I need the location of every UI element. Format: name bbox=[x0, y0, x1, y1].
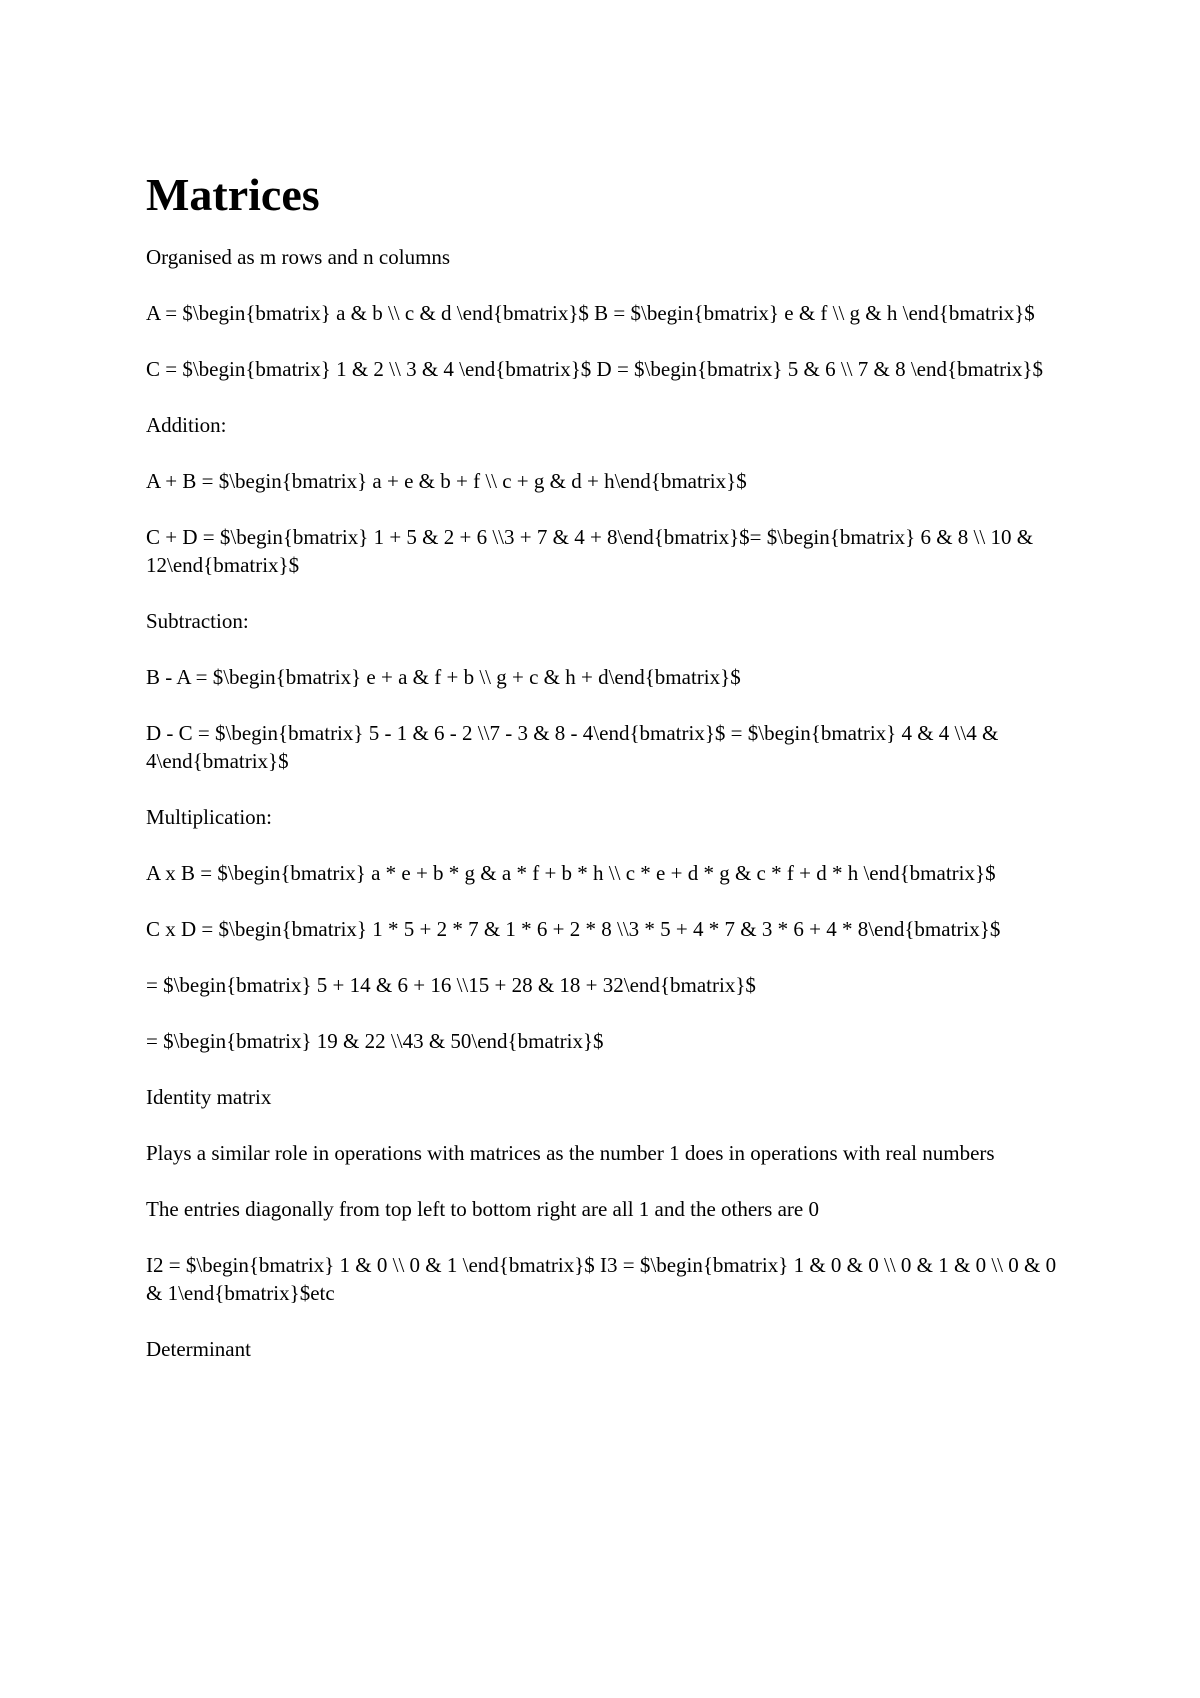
paragraph-c-times-d: C x D = $\begin{bmatrix} 1 * 5 + 2 * 7 & 1 * 6 + 2 * 8 \\3 * 5 + 4 * 7 & 3 * 6 + 4 * 8\end{bmatrix}$ bbox=[146, 916, 1001, 941]
paragraph-identity-examples: I2 = $\begin{bmatrix} 1 & 0 \\ 0 & 1 \end{bmatrix}$ I3 = $\begin{bmatrix} 1 & 0 & 0 \\ 0 & 1 & 0 \\ 0 & 0 & 1\end{bmatrix}$etc bbox=[146, 1252, 1057, 1305]
heading-multiplication: Multiplication: bbox=[146, 804, 272, 829]
paragraph-def-c-d: C = $\begin{bmatrix} 1 & 2 \\ 3 & 4 \end{bmatrix}$ D = $\begin{bmatrix} 5 & 6 \\ 7 & 8 \end{bmatrix}$ bbox=[146, 356, 1043, 381]
heading-subtraction: Subtraction: bbox=[146, 608, 249, 633]
heading-identity-matrix: Identity matrix bbox=[146, 1084, 272, 1109]
paragraph-a-times-b: A x B = $\begin{bmatrix} a * e + b * g & a * f + b * h \\ c * e + d * g & c * f + d * h \end{bmatrix}$ bbox=[146, 860, 996, 885]
paragraph-identity-diagonal: The entries diagonally from top left to bottom right are all 1 and the others are 0 bbox=[146, 1196, 819, 1221]
paragraph-a-plus-b: A + B = $\begin{bmatrix} a + e & b + f \\ c + g & d + h\end{bmatrix}$ bbox=[146, 468, 747, 493]
document-page bbox=[146, 170, 1066, 1391]
paragraph-identity-role: Plays a similar role in operations with matrices as the number 1 does in operations with real numbers bbox=[146, 1140, 995, 1165]
paragraph-c-plus-d: C + D = $\begin{bmatrix} 1 + 5 & 2 + 6 \\3 + 7 & 4 + 8\end{bmatrix}$= $\begin{bmatrix} 6 & 8 \\ 10 & 12\end{bmatrix}$ bbox=[146, 524, 1034, 577]
paragraph-d-minus-c: D - C = $\begin{bmatrix} 5 - 1 & 6 - 2 \\7 - 3 & 8 - 4\end{bmatrix}$ = $\begin{bmatrix} 4 & 4 \\4 & 4\end{bmatrix}$ bbox=[146, 720, 999, 773]
heading-determinant: Determinant bbox=[146, 1336, 251, 1361]
paragraph-b-minus-a: B - A = $\begin{bmatrix} e + a & f + b \\ g + c & h + d\end{bmatrix}$ bbox=[146, 664, 741, 689]
paragraph-c-times-d-step2: = $\begin{bmatrix} 5 + 14 & 6 + 16 \\15 + 28 & 18 + 32\end{bmatrix}$ bbox=[146, 972, 756, 997]
paragraph-def-a-b: A = $\begin{bmatrix} a & b \\ c & d \end{bmatrix}$ B = $\begin{bmatrix} e & f \\ g & h \end{bmatrix}$ bbox=[146, 300, 1035, 325]
paragraph-c-times-d-result: = $\begin{bmatrix} 19 & 22 \\43 & 50\end{bmatrix}$ bbox=[146, 1028, 604, 1053]
heading-addition: Addition: bbox=[146, 412, 227, 437]
paragraph-rows-columns: Organised as m rows and n columns bbox=[146, 244, 451, 269]
page-title: Matrices bbox=[146, 169, 320, 220]
